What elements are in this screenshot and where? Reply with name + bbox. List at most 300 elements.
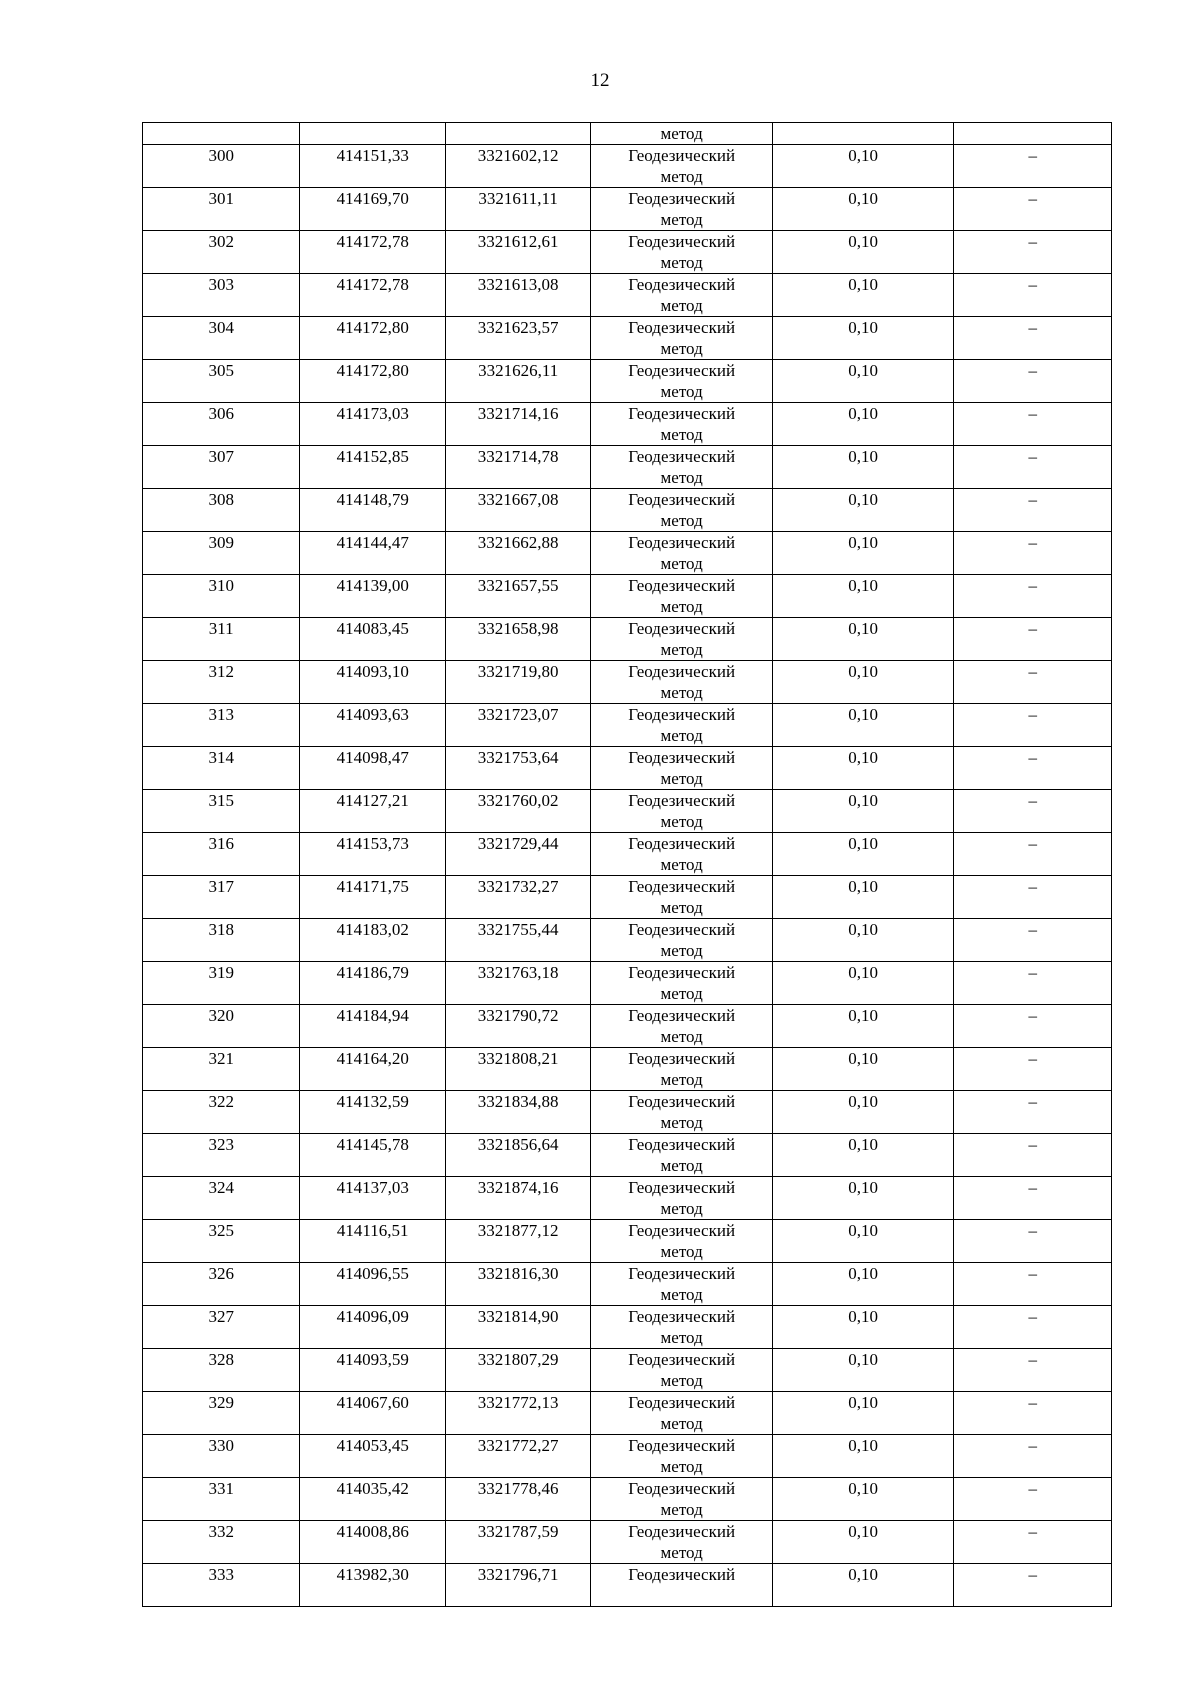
point-cell: 304 [143,317,300,360]
y-cell: 3321814,90 [445,1306,590,1349]
point-cell: 305 [143,360,300,403]
point-cell: 328 [143,1349,300,1392]
method-line-1: Геодезический [628,1393,736,1412]
method-line-2: метод [660,296,703,315]
method-line-2: метод [660,1070,703,1089]
x-cell: 414008,86 [300,1521,445,1564]
method-cell [591,489,773,532]
note-cell: – [954,661,1112,704]
accuracy-cell: 0,10 [772,919,954,962]
point-cell: 311 [143,618,300,661]
y-cell: 3321611,11 [445,188,590,231]
point-cell: 312 [143,661,300,704]
method-line-1: Геодезический [628,619,736,638]
x-cell: 414093,59 [300,1349,445,1392]
note-cell [954,123,1112,145]
method-line-2: метод [660,468,703,487]
table-row [143,790,1112,833]
point-cell: 302 [143,231,300,274]
method-line-1: Геодезический [628,318,736,337]
y-cell: 3321612,61 [445,231,590,274]
x-cell [300,123,445,145]
accuracy-cell: 0,10 [772,618,954,661]
x-cell: 414171,75 [300,876,445,919]
accuracy-cell: 0,10 [772,274,954,317]
x-cell: 414152,85 [300,446,445,489]
table-row [143,962,1112,1005]
method-cell [591,876,773,919]
method-line-2: метод [660,984,703,1003]
y-cell: 3321760,02 [445,790,590,833]
method-line-1: Геодезический [628,1565,736,1584]
note-cell: – [954,1048,1112,1091]
y-cell: 3321790,72 [445,1005,590,1048]
continuation-row [143,123,1112,145]
note-cell: – [954,403,1112,446]
note-cell: – [954,231,1112,274]
method-cell [591,661,773,704]
accuracy-cell: 0,10 [772,876,954,919]
accuracy-cell: 0,10 [772,661,954,704]
method-line-1: Геодезический [628,232,736,251]
method-line-1: Геодезический [628,447,736,466]
y-cell: 3321874,16 [445,1177,590,1220]
method-cell [591,1349,773,1392]
method-line-1: Геодезический [628,834,736,853]
note-cell: – [954,532,1112,575]
x-cell: 414183,02 [300,919,445,962]
accuracy-cell: 0,10 [772,188,954,231]
method-line-2: метод [660,1199,703,1218]
accuracy-cell: 0,10 [772,1478,954,1521]
method-line-1: Геодезический [628,404,736,423]
note-cell: – [954,1134,1112,1177]
point-cell: 307 [143,446,300,489]
note-cell: – [954,618,1112,661]
point-cell: 327 [143,1306,300,1349]
accuracy-cell: 0,10 [772,403,954,446]
note-cell: – [954,704,1112,747]
method-line-2: метод [660,683,703,702]
y-cell: 3321732,27 [445,876,590,919]
method-line-2: метод [660,425,703,444]
accuracy-cell: 0,10 [772,317,954,360]
table-row [143,231,1112,274]
y-cell: 3321834,88 [445,1091,590,1134]
method-line-1: Геодезический [628,877,736,896]
table-row [143,833,1112,876]
table-row [143,1349,1112,1392]
x-cell: 414067,60 [300,1392,445,1435]
method-cell [591,962,773,1005]
method-line-2: метод [660,855,703,874]
y-cell: 3321657,55 [445,575,590,618]
table-row [143,1091,1112,1134]
point-cell: 323 [143,1134,300,1177]
method-line-1: Геодезический [628,1135,736,1154]
accuracy-cell: 0,10 [772,790,954,833]
method-cell [591,532,773,575]
method-line-2: метод [660,597,703,616]
method-line-2: метод [660,1543,703,1562]
method-line-1: Геодезический [628,1522,736,1541]
x-cell: 414139,00 [300,575,445,618]
point-cell: 316 [143,833,300,876]
note-cell: – [954,188,1112,231]
x-cell: 414144,47 [300,532,445,575]
method-line-2: метод [660,1027,703,1046]
accuracy-cell: 0,10 [772,1134,954,1177]
x-cell: 414098,47 [300,747,445,790]
accuracy-cell: 0,10 [772,1521,954,1564]
accuracy-cell: 0,10 [772,1564,954,1607]
method-cell [591,403,773,446]
method-line-1: Геодезический [628,1264,736,1283]
x-cell: 414184,94 [300,1005,445,1048]
method-line-2: метод [660,253,703,272]
table-row [143,1263,1112,1306]
point-cell: 303 [143,274,300,317]
method-cell [591,1091,773,1134]
note-cell: – [954,446,1112,489]
method-line-1: Геодезический [628,748,736,767]
method-cell [591,575,773,618]
point-cell: 308 [143,489,300,532]
x-cell: 414145,78 [300,1134,445,1177]
point-cell: 306 [143,403,300,446]
y-cell: 3321877,12 [445,1220,590,1263]
method-line-2: метод [660,511,703,530]
y-cell: 3321816,30 [445,1263,590,1306]
method-cell [591,1048,773,1091]
coordinates-table-body [143,123,1112,1607]
table-row [143,1306,1112,1349]
y-cell: 3321772,13 [445,1392,590,1435]
x-cell: 414093,10 [300,661,445,704]
accuracy-cell: 0,10 [772,704,954,747]
accuracy-cell: 0,10 [772,1306,954,1349]
method-cell [591,188,773,231]
table-row [143,145,1112,188]
table-row [143,274,1112,317]
point-cell: 322 [143,1091,300,1134]
method-cell [591,1392,773,1435]
table-row [143,532,1112,575]
method-cell [591,747,773,790]
point-cell: 329 [143,1392,300,1435]
method-cell [591,790,773,833]
x-cell: 414053,45 [300,1435,445,1478]
table-row [143,1134,1112,1177]
method-cell [591,833,773,876]
table-row [143,446,1112,489]
y-cell: 3321623,57 [445,317,590,360]
note-cell: – [954,1349,1112,1392]
y-cell: 3321778,46 [445,1478,590,1521]
x-cell: 413982,30 [300,1564,445,1607]
note-cell: – [954,1564,1112,1607]
y-cell: 3321753,64 [445,747,590,790]
method-line-1: Геодезический [628,1350,736,1369]
method-line-1: Геодезический [628,1436,736,1455]
method-line-2: метод [660,1285,703,1304]
point-cell: 330 [143,1435,300,1478]
method-line-2: метод [660,1500,703,1519]
point-cell: 309 [143,532,300,575]
x-cell: 414132,59 [300,1091,445,1134]
method-cell [591,1263,773,1306]
method-line-2: метод [660,1371,703,1390]
y-cell: 3321796,71 [445,1564,590,1607]
note-cell: – [954,962,1112,1005]
table-row [143,1392,1112,1435]
x-cell: 414116,51 [300,1220,445,1263]
accuracy-cell: 0,10 [772,1048,954,1091]
y-cell: 3321763,18 [445,962,590,1005]
method-line-1: Геодезический [628,1006,736,1025]
note-cell: – [954,1091,1112,1134]
method-line-2: метод [660,640,703,659]
y-cell: 3321772,27 [445,1435,590,1478]
note-cell: – [954,145,1112,188]
table-row [143,1048,1112,1091]
method-cell [591,704,773,747]
point-cell: 301 [143,188,300,231]
accuracy-cell: 0,10 [772,1005,954,1048]
x-cell: 414164,20 [300,1048,445,1091]
point-cell: 321 [143,1048,300,1091]
y-cell: 3321807,29 [445,1349,590,1392]
point-cell: 318 [143,919,300,962]
method-cell [591,1478,773,1521]
method-line-2: метод [660,812,703,831]
method-cell [591,1220,773,1263]
point-cell: 332 [143,1521,300,1564]
accuracy-cell: 0,10 [772,575,954,618]
x-cell: 414153,73 [300,833,445,876]
table-row [143,1435,1112,1478]
method-cell: метод [591,123,773,145]
note-cell: – [954,833,1112,876]
page-number: 12 [590,70,610,91]
method-line-2: метод [660,769,703,788]
method-cell [591,231,773,274]
table-row [143,489,1112,532]
method-line-1: Геодезический [628,963,736,982]
method-line-2: метод [660,1242,703,1261]
method-line-1: Геодезический [628,1178,736,1197]
method-line-1: Геодезический [628,275,736,294]
table-row [143,919,1112,962]
note-cell: – [954,274,1112,317]
note-cell: – [954,919,1112,962]
y-cell: 3321729,44 [445,833,590,876]
method-cell [591,317,773,360]
accuracy-cell: 0,10 [772,1435,954,1478]
accuracy-cell: 0,10 [772,446,954,489]
x-cell: 414186,79 [300,962,445,1005]
method-line-1: Геодезический [628,533,736,552]
note-cell: – [954,1435,1112,1478]
table-row [143,747,1112,790]
method-line-2: метод [660,1414,703,1433]
y-cell: 3321755,44 [445,919,590,962]
method-line-1: Геодезический [628,490,736,509]
method-cell [591,1306,773,1349]
x-cell: 414169,70 [300,188,445,231]
method-cell [591,145,773,188]
x-cell: 414137,03 [300,1177,445,1220]
note-cell: – [954,1177,1112,1220]
accuracy-cell: 0,10 [772,231,954,274]
table-row [143,1177,1112,1220]
table-row [143,661,1112,704]
note-cell: – [954,317,1112,360]
accuracy-cell: 0,10 [772,145,954,188]
accuracy-cell: 0,10 [772,1392,954,1435]
table-row [143,704,1112,747]
table-row [143,1521,1112,1564]
x-cell: 414151,33 [300,145,445,188]
table-row [143,1005,1112,1048]
method-line-1: Геодезический [628,1307,736,1326]
y-cell: 3321856,64 [445,1134,590,1177]
x-cell: 414173,03 [300,403,445,446]
method-line-2: метод [660,898,703,917]
note-cell: – [954,790,1112,833]
y-cell: 3321626,11 [445,360,590,403]
note-cell: – [954,1005,1112,1048]
method-line-1: Геодезический [628,1479,736,1498]
method-cell [591,618,773,661]
table-row [143,1478,1112,1521]
method-cell [591,1005,773,1048]
method-line-1: Геодезический [628,146,736,165]
accuracy-cell: 0,10 [772,1177,954,1220]
x-cell: 414093,63 [300,704,445,747]
accuracy-cell: 0,10 [772,1263,954,1306]
x-cell: 414172,80 [300,360,445,403]
table-row [143,360,1112,403]
x-cell: 414035,42 [300,1478,445,1521]
table-row [143,876,1112,919]
point-cell: 326 [143,1263,300,1306]
x-cell: 414096,55 [300,1263,445,1306]
point-cell: 310 [143,575,300,618]
note-cell: – [954,1306,1112,1349]
point-cell: 320 [143,1005,300,1048]
y-cell: 3321787,59 [445,1521,590,1564]
note-cell: – [954,575,1112,618]
point-cell: 333 [143,1564,300,1607]
point-cell: 331 [143,1478,300,1521]
x-cell: 414172,78 [300,274,445,317]
point-cell: 300 [143,145,300,188]
method-cell [591,360,773,403]
method-line-1: Геодезический [628,662,736,681]
accuracy-cell: 0,10 [772,962,954,1005]
y-cell: 3321719,80 [445,661,590,704]
y-cell: 3321667,08 [445,489,590,532]
point-cell: 313 [143,704,300,747]
x-cell: 414083,45 [300,618,445,661]
method-line-2: метод [660,339,703,358]
table-row [143,188,1112,231]
y-cell [445,123,590,145]
method-cell [591,1521,773,1564]
point-cell: 325 [143,1220,300,1263]
method-line-1: Геодезический [628,1049,736,1068]
note-cell: – [954,360,1112,403]
point-cell [143,123,300,145]
note-cell: – [954,1478,1112,1521]
method-cell [591,1177,773,1220]
method-line-2: метод [660,726,703,745]
method-line-1: Геодезический [628,189,736,208]
y-cell: 3321658,98 [445,618,590,661]
accuracy-cell: 0,10 [772,360,954,403]
accuracy-cell [772,123,954,145]
accuracy-cell: 0,10 [772,1349,954,1392]
method-cell [591,446,773,489]
method-cell [591,1134,773,1177]
table-row [143,618,1112,661]
x-cell: 414127,21 [300,790,445,833]
method-line-2: метод [660,210,703,229]
note-cell: – [954,747,1112,790]
method-line-1: Геодезический [628,576,736,595]
note-cell: – [954,1220,1112,1263]
method-line-1: Геодезический [628,791,736,810]
accuracy-cell: 0,10 [772,1220,954,1263]
y-cell: 3321613,08 [445,274,590,317]
x-cell: 414172,78 [300,231,445,274]
method-line-2: метод [660,941,703,960]
point-cell: 319 [143,962,300,1005]
table-row [143,575,1112,618]
point-cell: 314 [143,747,300,790]
accuracy-cell: 0,10 [772,1091,954,1134]
table-row [143,403,1112,446]
y-cell: 3321602,12 [445,145,590,188]
method-cell [591,274,773,317]
method-line-2 [591,1585,772,1606]
point-cell: 317 [143,876,300,919]
coordinates-table [142,122,1112,1607]
method-line-1: Геодезический [628,705,736,724]
method-line-2: метод [660,1457,703,1476]
accuracy-cell: 0,10 [772,747,954,790]
method-line-1: Геодезический [628,361,736,380]
note-cell: – [954,1392,1112,1435]
x-cell: 414096,09 [300,1306,445,1349]
x-cell: 414172,80 [300,317,445,360]
method-line-2: метод [660,382,703,401]
method-line-2: метод [660,1328,703,1347]
y-cell: 3321714,78 [445,446,590,489]
table-row [143,317,1112,360]
method-line-2: метод [660,1113,703,1132]
table-row [143,1564,1112,1607]
method-line-1: Геодезический [628,1092,736,1111]
method-cell [591,919,773,962]
note-cell: – [954,876,1112,919]
accuracy-cell: 0,10 [772,833,954,876]
method-line-1: Геодезический [628,1221,736,1240]
point-cell: 324 [143,1177,300,1220]
x-cell: 414148,79 [300,489,445,532]
y-cell: 3321662,88 [445,532,590,575]
